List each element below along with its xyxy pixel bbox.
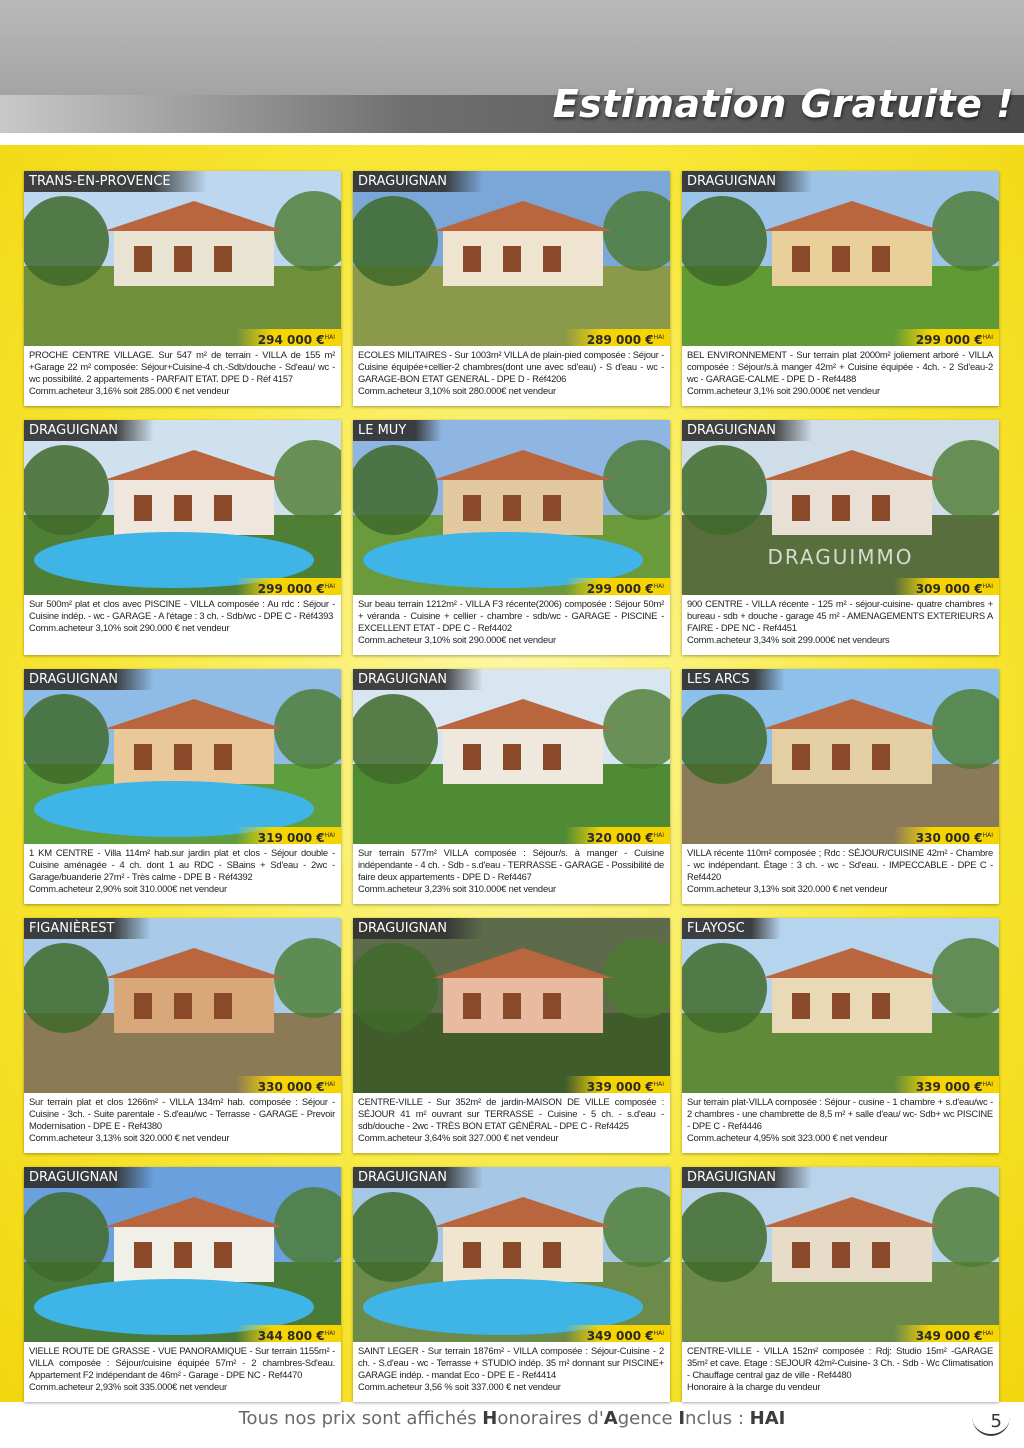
listing-city: FLAYOSC bbox=[682, 918, 781, 939]
property-photo[interactable] bbox=[682, 918, 999, 1093]
listing-price: 339 000 €$^{HAI}$ bbox=[894, 1076, 999, 1093]
listing-city: DRAGUIGNAN bbox=[682, 420, 812, 441]
page-title: Estimation Gratuite ! bbox=[552, 82, 1014, 126]
property-photo[interactable] bbox=[353, 918, 670, 1093]
listing-price: 309 000 €$^{HAI}$ bbox=[894, 578, 999, 595]
listing-price: 330 000 €$^{HAI}$ bbox=[894, 827, 999, 844]
listing-details: SAINT LEGER - Sur terrain 1876m² - VILLA composée : Séjour-Cuisine - 2 ch. - S.d'eau - wc - Terrasse + STUDIO indép. 35 m² donnant sur PISCINE+ GARAGE indép. - mandat Eco - DPE E - Ref4414 bbox=[358, 1345, 664, 1380]
listing-city: LE MUY bbox=[353, 420, 442, 441]
listing-city: DRAGUIGNAN bbox=[353, 669, 483, 690]
listing-price: 349 000 €$^{HAI}$ bbox=[894, 1325, 999, 1342]
listing-description bbox=[29, 349, 335, 397]
property-photo-illustration bbox=[682, 171, 999, 346]
listing-fees: Comm.acheteur 3,10% soit 280.000€ net vendeur bbox=[358, 385, 556, 396]
listing-fees: Comm.acheteur 2,90% soit 310.000€ net vendeur bbox=[29, 883, 227, 894]
listing-fees: Honoraire à la charge du vendeur bbox=[687, 1381, 821, 1392]
listing-description bbox=[29, 847, 335, 895]
property-photo[interactable] bbox=[353, 669, 670, 844]
listing-description bbox=[687, 1345, 993, 1393]
listing-details: BEL ENVIRONNEMENT - Sur terrain plat 2000m² joliement arboré - VILLA composée : Séjour/s.à manger 42m² + Cuisine équipée - 4ch. - 2 Sd'eau-2 wc - GARAGE-CALME - DPE D - Ref4488 bbox=[687, 349, 993, 384]
listing-fees: Comm.acheteur 3,16% soit 285.000 € net vendeur bbox=[29, 385, 230, 396]
listing-details: 1 KM CENTRE - Villa 114m² hab.sur jardin plat et clos - Séjour double - Cuisine aménagée - 4 ch. dont 1 au RDC - SBains + Sd'eau - 2wc - Garage/buanderie 27m² - Très calme - DPE B - Réf4392 bbox=[29, 847, 335, 882]
photo-watermark: DRAGUIMMO bbox=[767, 545, 914, 569]
listing-card[interactable] bbox=[682, 669, 999, 904]
listing-details: Sur terrain plat-VILLA composée : Séjour - cusine - 1 chambre + s.d'eau/wc - 2 chambres - une chambrette de 8,5 m² + salle d'eau/ wc- Sdb+ wc PISCINE - DPE C - Ref4446 bbox=[687, 1096, 993, 1131]
listing-card[interactable] bbox=[353, 918, 670, 1153]
listing-price: 299 000 €$^{HAI}$ bbox=[565, 578, 670, 595]
property-photo[interactable] bbox=[24, 420, 341, 595]
listings-grid bbox=[24, 171, 1000, 1402]
footer-note: Tous nos prix sont affichés Honoraires d'Agence Inclus : HAI bbox=[238, 1408, 786, 1429]
property-photo-illustration bbox=[682, 669, 999, 844]
listing-price: 344 800 €$^{HAI}$ bbox=[236, 1325, 341, 1342]
listing-card[interactable] bbox=[24, 420, 341, 655]
listing-fees: Comm.acheteur 3,10% soit 290.000€ net vendeur bbox=[358, 634, 556, 645]
listing-description bbox=[358, 349, 664, 397]
listing-details: 900 CENTRE - VILLA récente - 125 m² - séjour-cuisine- quatre chambres + bureau - sdb + douche - garage 45 m² - AMENAGEMENTS EXTERIEURS A FAIRE - DPE NC - Ref4451 bbox=[687, 598, 993, 633]
property-photo-illustration bbox=[24, 1167, 341, 1342]
property-photo[interactable] bbox=[682, 669, 999, 844]
listing-fees: Comm.acheteur 3,13% soit 320.000 € net vendeur bbox=[29, 1132, 230, 1143]
listing-details: Sur terrain 577m² VILLA composée : Séjour/s. à manger - Cuisine indépendante - 4 ch. - Sdb - s.d'eau - TERRASSE - GARAGE - Possibilité de faire deux appartements - DPE D - Ref4467 bbox=[358, 847, 664, 882]
listing-details: Sur terrain plat et clos 1266m² - VILLA 134m² hab. composée : Séjour - Cuisine - 3ch. - Suite parentale - S.d'eau/wc - Terrasse - GARAGE - Prevoir Modernisation - DPE E - Ref4380 bbox=[29, 1096, 335, 1131]
listing-card[interactable] bbox=[353, 171, 670, 406]
listing-city: DRAGUIGNAN bbox=[24, 669, 154, 690]
listing-fees: Comm.acheteur 2,93% soit 335.000€ net vendeur bbox=[29, 1381, 227, 1392]
listing-description bbox=[29, 1096, 335, 1144]
listing-description bbox=[358, 1096, 664, 1144]
property-photo-illustration bbox=[353, 669, 670, 844]
listing-city: DRAGUIGNAN bbox=[353, 171, 483, 192]
property-photo[interactable] bbox=[682, 171, 999, 346]
listing-details: CENTRE-VILLE - Sur 352m² de jardin-MAISON DE VILLE composée : SÉJOUR 41 m² ouvrant sur TERRASSE - Cuisine - 5 ch. - s.d'eau - sdb/douche - 2wc - TRÈS BON ETAT GÉNÉRAL - DPE C - Ref4425 bbox=[358, 1096, 664, 1131]
property-photo-illustration bbox=[24, 669, 341, 844]
listing-card[interactable] bbox=[353, 420, 670, 655]
property-photo[interactable] bbox=[24, 669, 341, 844]
listing-city: DRAGUIGNAN bbox=[24, 420, 154, 441]
listing-details: CENTRE-VILLE - VILLA 152m² composée : Rdj: Studio 15m² -GARAGE 35m² et cave. Etage : SEJOUR 42m²-Cuisine- 3 Ch. - Sdb - Wc Climatisation - Chauffage central gaz de ville - Ref4480 bbox=[687, 1345, 993, 1380]
listing-details: PROCHE CENTRE VILLAGE. Sur 547 m² de terrain - VILLA de 155 m² +Garage 22 m² composée: Séjour+Cuisine-4 ch.-Sdb/douche - Sd'eau/ wc - wc possibilité. 2 appartements - PARFAIT ETAT. DPE D - Réf 4157 bbox=[29, 349, 335, 384]
property-photo[interactable] bbox=[682, 420, 999, 595]
listing-details: VIELLE ROUTE DE GRASSE - VUE PANORAMIQUE - Sur terrain 1155m² - VILLA composée : Séjour/cuisine équipée 57m² - 2 chambres-Sd'eau. Appartement F2 indépendant de 46m² - Garage - DPE NC - Ref4470 bbox=[29, 1345, 335, 1380]
listing-description bbox=[358, 598, 664, 646]
listing-price: 319 000 €$^{HAI}$ bbox=[236, 827, 341, 844]
property-photo-illustration bbox=[353, 420, 670, 595]
listing-description bbox=[29, 1345, 335, 1393]
property-photo-illustration bbox=[682, 918, 999, 1093]
listing-card[interactable] bbox=[682, 420, 999, 655]
listing-card[interactable] bbox=[24, 669, 341, 904]
listing-fees: Comm.acheteur 4,95% soit 323.000 € net vendeur bbox=[687, 1132, 888, 1143]
listing-card[interactable] bbox=[24, 171, 341, 406]
listing-price: 330 000 €$^{HAI}$ bbox=[236, 1076, 341, 1093]
property-photo[interactable] bbox=[682, 1167, 999, 1342]
listing-description bbox=[687, 847, 993, 895]
property-photo[interactable] bbox=[24, 171, 341, 346]
listing-description bbox=[358, 847, 664, 895]
listing-details: Sur 500m² plat et clos avec PISCINE - VILLA composée : Au rdc : Séjour - Cuisine indép. - wc - GARAGE - A l'étage : 3 ch. - Sdb/wc - DPE C - Réf4393 bbox=[29, 598, 335, 621]
property-photo-illustration bbox=[353, 171, 670, 346]
listing-card[interactable] bbox=[682, 918, 999, 1153]
listing-description bbox=[687, 598, 993, 646]
listing-details: Sur beau terrain 1212m² - VILLA F3 récente(2006) composée : Séjour 50m² + véranda - Cuisine + cellier - chambre - sdb/wc - GARAGE - PISCINE - EXCELLENT ETAT - DPE C - Ref4402 bbox=[358, 598, 664, 633]
listing-city: DRAGUIGNAN bbox=[682, 1167, 812, 1188]
listing-details: VILLA récente 110m² composée ; Rdc : SÉJOUR/CUISINE 42m² - Chambre - wc indépendant. Étage : 3 ch. - wc - Sd'eau. - IMPECCABLE - DPE C - Ref4420 bbox=[687, 847, 993, 882]
listing-fees: Comm.acheteur 3,34% soit 299.000€ net vendeurs bbox=[687, 634, 890, 645]
listing-city: DRAGUIGNAN bbox=[353, 918, 483, 939]
listing-description bbox=[29, 598, 335, 634]
property-photo[interactable] bbox=[24, 1167, 341, 1342]
listing-price: 289 000 €$^{HAI}$ bbox=[565, 329, 670, 346]
listing-description bbox=[358, 1345, 664, 1393]
listing-price: 299 000 €$^{HAI}$ bbox=[894, 329, 999, 346]
property-photo-illustration bbox=[24, 420, 341, 595]
property-photo-illustration bbox=[353, 918, 670, 1093]
listing-details: ECOLES MILITAIRES - Sur 1003m² VILLA de plain-pied composée : Séjour - Cuisine équipée+cellier-2 chambres(dont une avec sd'eau) - S d'eau - wc -GARAGE-BON ETAT GENERAL - DPE D - Réf4206 bbox=[358, 349, 664, 384]
listing-card[interactable] bbox=[353, 669, 670, 904]
listing-card[interactable] bbox=[24, 918, 341, 1153]
listing-city: LES ARCS bbox=[682, 669, 785, 690]
listing-card[interactable] bbox=[24, 1167, 341, 1402]
listing-fees: Comm.acheteur 3,56 % soit 337.000 € net vendeur bbox=[358, 1381, 561, 1392]
listing-fees: Comm.acheteur 3,13% soit 320.000 € net vendeur bbox=[687, 883, 888, 894]
listing-fees: Comm.acheteur 3,1% soit 290.000€ net vendeur bbox=[687, 385, 880, 396]
listing-card[interactable] bbox=[682, 1167, 999, 1402]
listing-fees: Comm.acheteur 3,64% soit 327.000 € net vendeur bbox=[358, 1132, 559, 1143]
listing-city: DRAGUIGNAN bbox=[682, 171, 812, 192]
listing-city: DRAGUIGNAN bbox=[353, 1167, 483, 1188]
page-number: 5 bbox=[990, 1411, 1002, 1432]
listing-city: TRANS-EN-PROVENCE bbox=[24, 171, 207, 192]
listing-price: 339 000 €$^{HAI}$ bbox=[565, 1076, 670, 1093]
property-photo-illustration bbox=[24, 171, 341, 346]
listing-city: DRAGUIGNAN bbox=[24, 1167, 154, 1188]
banner-divider bbox=[0, 133, 1024, 137]
property-photo-illustration bbox=[353, 1167, 670, 1342]
property-photo-illustration bbox=[24, 918, 341, 1093]
property-photo[interactable] bbox=[353, 1167, 670, 1342]
listing-description bbox=[687, 349, 993, 397]
listing-price: 294 000 €$^{HAI}$ bbox=[236, 329, 341, 346]
listing-card[interactable] bbox=[682, 171, 999, 406]
listing-card[interactable] bbox=[353, 1167, 670, 1402]
listing-price: 320 000 €$^{HAI}$ bbox=[565, 827, 670, 844]
property-photo[interactable] bbox=[353, 420, 670, 595]
property-photo-illustration bbox=[682, 1167, 999, 1342]
property-photo[interactable] bbox=[353, 171, 670, 346]
listing-fees: Comm.acheteur 3,23% soit 310.000€ net vendeur bbox=[358, 883, 556, 894]
listing-price: 349 000 €$^{HAI}$ bbox=[565, 1325, 670, 1342]
listing-fees: Comm.acheteur 3,10% soit 290.000 € net vendeur bbox=[29, 622, 230, 633]
property-photo[interactable] bbox=[24, 918, 341, 1093]
listing-city: FIGANIÈREST bbox=[24, 918, 151, 939]
listing-description bbox=[687, 1096, 993, 1144]
top-gray-band bbox=[0, 0, 1024, 95]
listing-price: 299 000 €$^{HAI}$ bbox=[236, 578, 341, 595]
